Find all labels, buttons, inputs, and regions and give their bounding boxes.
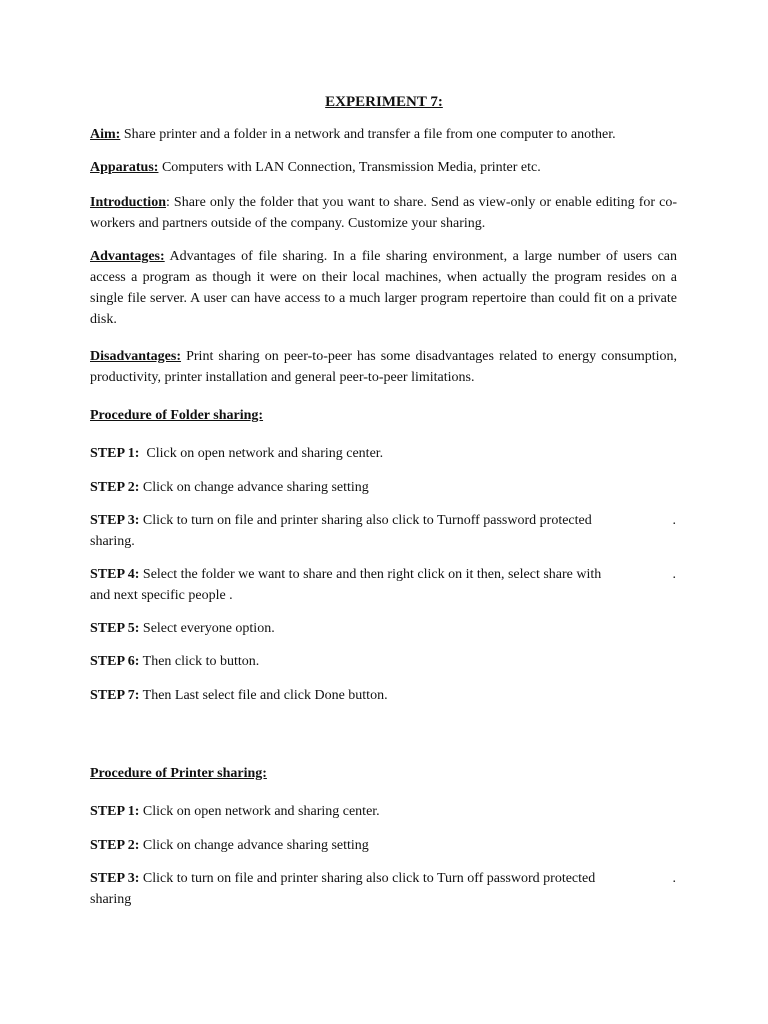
aim-text: Share printer and a folder in a network and transfer a file from one computer to another.	[120, 127, 616, 142]
step-text: Then click to button.	[139, 654, 260, 669]
step-text: Click on change advance sharing setting	[139, 838, 369, 853]
step-text: Select the folder we want to share and then right click on it then, select share with	[139, 567, 602, 582]
folder-step-1	[90, 443, 677, 464]
printer-step-1	[90, 801, 677, 822]
step-first-line	[90, 564, 677, 585]
step-label: STEP 4:	[90, 567, 140, 582]
folder-sharing-heading: Procedure of Folder sharing:	[90, 408, 264, 423]
step-text: Click to turn on file and printer sharing also click to Turnoff password protected	[139, 513, 592, 528]
step-label: STEP 6:	[90, 654, 140, 669]
page-title: EXPERIMENT 7:	[325, 94, 443, 110]
folder-step-6	[90, 651, 677, 672]
step-trailing-dot: .	[672, 513, 676, 528]
step-label: STEP 2:	[90, 838, 140, 853]
introduction-label: Introduction	[90, 195, 166, 210]
step-first-line	[90, 510, 677, 531]
step-first-line	[90, 868, 677, 889]
step-trailing-dot: .	[672, 871, 676, 886]
disadvantages-text: Print sharing on peer-to-peer has some disadvantages related to energy consumption, productivity, printer installation and general peer-to-peer limitations.	[90, 349, 677, 385]
disadvantages-label: Disadvantages:	[90, 349, 182, 364]
aim-label: Aim:	[90, 127, 121, 142]
step-label: STEP 5:	[90, 621, 140, 636]
advantages-label: Advantages:	[90, 249, 165, 264]
folder-step-5	[90, 618, 677, 639]
disadvantages-paragraph	[90, 346, 677, 388]
printer-step-2	[90, 835, 677, 856]
step-trailing-dot: .	[672, 567, 676, 582]
step-text: Click on change advance sharing setting	[139, 480, 369, 495]
step-text: Click on open network and sharing center.	[139, 804, 380, 819]
folder-step-4	[90, 564, 677, 606]
step-continuation: and next specific people .	[90, 588, 233, 603]
advantages-paragraph	[90, 246, 677, 330]
step-label: STEP 3:	[90, 513, 140, 528]
apparatus-paragraph	[90, 157, 677, 178]
step-label: STEP 3:	[90, 871, 140, 886]
step-label: STEP 7:	[90, 688, 140, 703]
folder-step-2	[90, 477, 677, 498]
step-text: Then Last select file and click Done button.	[139, 688, 388, 703]
aim-paragraph	[90, 124, 677, 145]
printer-step-3	[90, 868, 677, 910]
step-text: Click on open network and sharing center.	[139, 446, 384, 461]
advantages-text: Advantages of file sharing. In a file sharing environment, a large number of users can access a program as though it were on their local machines, when actually the program resides on a single file server. A user can have access to a much larger program repertoire than could fit on a private disk.	[90, 249, 677, 327]
apparatus-label: Apparatus:	[90, 160, 159, 175]
printer-sharing-heading: Procedure of Printer sharing:	[90, 766, 267, 781]
introduction-text: : Share only the folder that you want to share. Send as view-only or enable editing for co-workers and partners outside of the company. Customize your sharing.	[90, 195, 677, 231]
step-label: STEP 2:	[90, 480, 140, 495]
step-continuation: sharing.	[90, 534, 135, 549]
folder-step-3	[90, 510, 677, 552]
step-continuation: sharing	[90, 892, 132, 907]
step-text: Select everyone option.	[139, 621, 275, 636]
step-label: STEP 1:	[90, 446, 140, 461]
apparatus-text: Computers with LAN Connection, Transmission Media, printer etc.	[158, 160, 541, 175]
step-text: Click to turn on file and printer sharing also click to Turn off password protected	[139, 871, 596, 886]
step-label: STEP 1:	[90, 804, 140, 819]
introduction-paragraph	[90, 192, 677, 234]
folder-step-7	[90, 685, 677, 706]
